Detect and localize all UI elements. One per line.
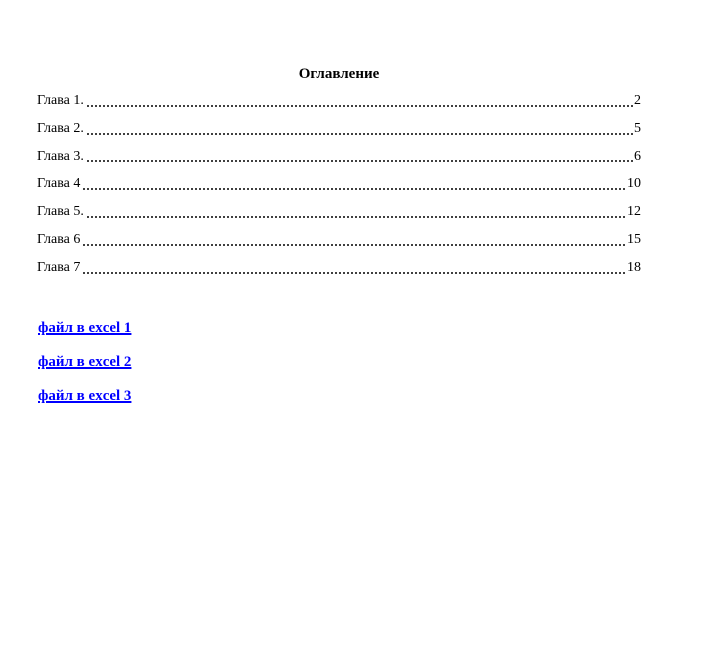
toc-entry[interactable] <box>37 143 641 171</box>
toc-entry[interactable] <box>37 170 641 198</box>
toc-entry-label: Глава 7 <box>37 259 81 275</box>
toc-entry[interactable] <box>37 226 641 254</box>
toc-title: Оглавление <box>298 66 380 82</box>
toc-entry-label: Глава 3. <box>37 148 84 164</box>
toc-entry-label: Глава 5. <box>37 204 84 220</box>
toc-page-number: 2 <box>634 93 641 108</box>
toc-entry-label: Глава 2. <box>37 120 84 136</box>
dot-leader <box>87 216 626 218</box>
dot-leader <box>87 133 633 135</box>
dot-leader <box>87 105 633 107</box>
toc-entry[interactable] <box>37 198 641 226</box>
excel-file-link[interactable]: файл в excel 2 <box>38 353 132 370</box>
toc-entry-label: Глава 1. <box>37 93 84 108</box>
dot-leader <box>87 160 633 162</box>
toc-entry[interactable] <box>37 87 641 115</box>
excel-links-section <box>37 319 641 405</box>
table-of-contents <box>37 87 641 282</box>
dot-leader <box>83 244 626 246</box>
toc-entry-label: Глава 6 <box>37 231 81 247</box>
toc-page-number: 15 <box>627 231 641 247</box>
excel-file-link[interactable]: файл в excel 3 <box>38 387 132 404</box>
toc-page-number: 18 <box>627 259 641 275</box>
toc-page-number: 12 <box>627 204 641 220</box>
toc-entry[interactable] <box>37 115 641 143</box>
dot-leader <box>83 188 626 190</box>
toc-page-number: 6 <box>634 148 641 164</box>
toc-page-number: 10 <box>627 176 641 192</box>
toc-page-number: 5 <box>634 120 641 136</box>
toc-entry[interactable] <box>37 254 641 282</box>
dot-leader <box>83 272 626 274</box>
toc-entry-label: Глава 4 <box>37 176 81 192</box>
excel-file-link[interactable]: файл в excel 1 <box>38 319 132 336</box>
